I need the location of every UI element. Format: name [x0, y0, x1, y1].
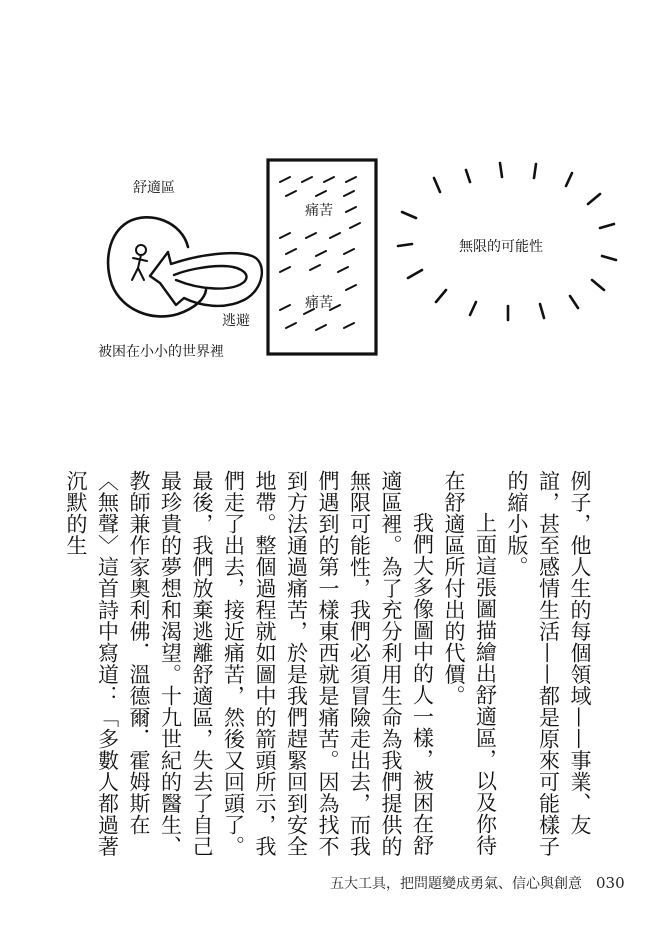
comfort-zone-label: 舒適區	[133, 180, 175, 196]
stick-figure-icon	[132, 245, 147, 280]
paragraph: 上面這張圖描繪出舒適區，以及你待在舒適區所付出的代價。	[442, 470, 498, 856]
running-title: 五大工具，把問題變成勇氣、信心與創意	[330, 876, 582, 892]
page-footer	[330, 873, 625, 893]
escape-arrow	[150, 252, 262, 306]
trapped-caption: 被困在小小的世界裡	[98, 344, 224, 360]
pain-label-top: 痛苦	[305, 203, 333, 219]
paragraph: 我們大多像圖中的人一樣，被困在舒適區裡。為了充分利用生命為我們提供的無限可能性，我們必須冒險走出去，而我們遇到的第一樣東西就是痛苦。因為找不到方法通過痛苦，於是我們趕緊回到安全地帶。整個過程就如圖中的箭頭所示，我們走了出去，接近痛苦，然後又回頭了。最後，我們放棄逃離舒適區，失去了自己最珍貴的夢想和渴望。十九世紀的醫生、教師兼作家奧利佛．溫德爾．霍姆斯在〈無聲〉這首詩中寫道：「多數人都過著沉默的生	[64, 470, 435, 857]
escape-label: 逃避	[222, 313, 250, 329]
possibility-label: 無限的可能性	[459, 239, 543, 255]
diagram-drawing	[0, 0, 663, 400]
pain-zone-rectangle	[268, 160, 376, 354]
paragraph-continued: 例子，他人生的每個領域——事業、友誼，甚至感情生活——都是原來可能樣子的縮小版。	[505, 470, 592, 857]
body-text	[64, 470, 595, 870]
page-number: 030	[596, 874, 625, 892]
comfort-zone-diagram	[0, 0, 663, 400]
pain-label-bottom: 痛苦	[305, 295, 333, 311]
